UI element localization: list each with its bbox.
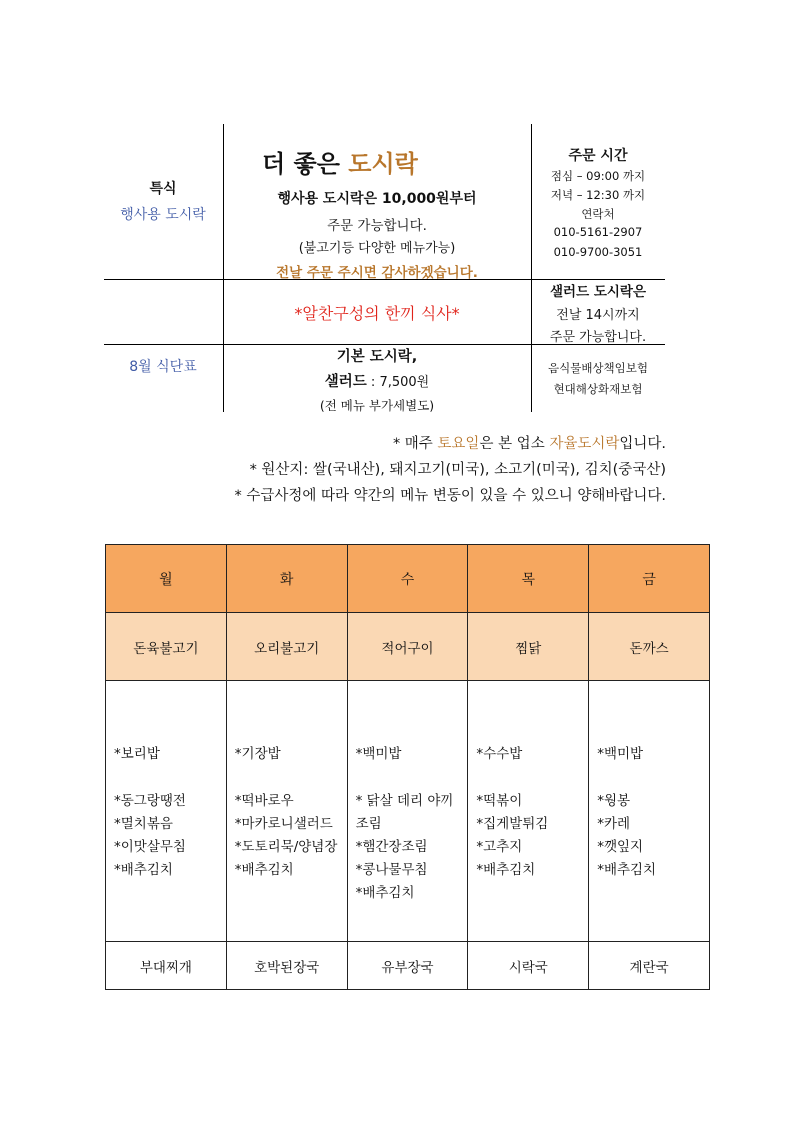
note-saturday-day: 토요일 bbox=[437, 436, 480, 452]
main-tue: 오리불고기 bbox=[226, 613, 347, 681]
side-item: *집게발튀김 bbox=[476, 816, 549, 832]
sides-mon bbox=[106, 681, 227, 942]
side-item: *배추김치 bbox=[114, 862, 173, 878]
brand-prefix: 더 좋은 bbox=[262, 150, 349, 178]
weekly-menu-table bbox=[105, 544, 710, 990]
day-tue: 화 bbox=[226, 545, 347, 613]
side-item: *멸치볶음 bbox=[114, 816, 173, 832]
contact-label: 연락처 bbox=[581, 207, 615, 221]
side-item: *배추김치 bbox=[355, 885, 415, 901]
side-item: *도토리묵/양념장 bbox=[234, 839, 338, 855]
note-saturday-self: 자율도시락 bbox=[549, 436, 620, 452]
soup-tue: 호박된장국 bbox=[226, 942, 347, 990]
main-fri: 돈까스 bbox=[589, 613, 710, 681]
side-item: *배추김치 bbox=[476, 862, 536, 878]
soup-mon: 부대찌개 bbox=[106, 942, 227, 990]
side-item: *고추지 bbox=[476, 839, 523, 855]
salad-order-line-3: 주문 가능합니다. bbox=[549, 330, 647, 345]
side-item: *햄간장조림 bbox=[355, 839, 428, 855]
order-time-title: 주문 시간 bbox=[568, 148, 628, 164]
grain-thu: *수수밥 bbox=[476, 746, 523, 762]
grain-fri: *백미밥 bbox=[597, 746, 644, 762]
grain-mon: *보리밥 bbox=[114, 746, 160, 762]
event-line-3: (불고기등 다양한 메뉴가능) bbox=[298, 241, 456, 256]
side-item: *이맛살무침 bbox=[114, 839, 186, 855]
side-item: *콩나물무침 bbox=[355, 862, 428, 878]
day-wed: 수 bbox=[347, 545, 468, 613]
slogan: *알찬구성의 한끼 식사* bbox=[294, 304, 460, 323]
day-thu: 목 bbox=[468, 545, 589, 613]
main-thu: 찜닭 bbox=[468, 613, 589, 681]
side-item: *배추김치 bbox=[597, 862, 657, 878]
grain-wed: *백미밥 bbox=[355, 746, 402, 762]
note-origin: * 원산지: 쌀(국내산), 돼지고기(미국), 소고기(미국), 김치(중국산) bbox=[249, 462, 666, 478]
sides-wed bbox=[347, 681, 468, 942]
phone-2: 010-9700-3051 bbox=[553, 245, 643, 259]
grain-tue: *기장밥 bbox=[234, 746, 281, 762]
side-item: *떡볶이 bbox=[476, 793, 523, 809]
main-mon: 돈육불고기 bbox=[106, 613, 227, 681]
sides-fri bbox=[589, 681, 710, 942]
side-item: *깻잎지 bbox=[597, 839, 644, 855]
month-table-label: 8월 식단표 bbox=[129, 359, 197, 375]
brand-title bbox=[224, 144, 530, 179]
main-dish-row bbox=[106, 613, 710, 681]
main-wed: 적어구이 bbox=[347, 613, 468, 681]
side-item: *떡바로우 bbox=[234, 793, 294, 809]
sides-thu bbox=[468, 681, 589, 942]
soup-fri: 계란국 bbox=[589, 942, 710, 990]
side-item: *웡봉 bbox=[597, 793, 631, 809]
brand-suffix: 도시락 bbox=[348, 150, 418, 178]
note-saturday bbox=[393, 431, 666, 457]
side-item: *배추김치 bbox=[234, 862, 294, 878]
side-item: * 닭살 데리 야끼조림 bbox=[355, 793, 454, 832]
phone-1: 010-5161-2907 bbox=[553, 225, 643, 239]
dinner-deadline: 저녁 – 12:30 까지 bbox=[550, 188, 646, 202]
side-dish-row bbox=[106, 681, 710, 942]
vat-note: (전 메뉴 부가세별도) bbox=[319, 398, 435, 413]
note-menu-change: * 수급사정에 따라 약간의 메뉴 변동이 있을 수 있으니 양해바랍니다. bbox=[234, 488, 666, 504]
price: : 7,500원 bbox=[366, 375, 430, 390]
soup-row bbox=[106, 942, 710, 990]
salad-order-line-1: 샐러드 도시락은 bbox=[550, 284, 646, 300]
lunch-deadline: 점심 – 09:00 까지 bbox=[550, 169, 646, 183]
sides-tue bbox=[226, 681, 347, 942]
side-item: *카레 bbox=[597, 816, 631, 832]
basic-lunchbox-line: 기본 도시락, bbox=[336, 349, 418, 365]
note-saturday-suffix: 입니다. bbox=[619, 436, 666, 452]
salad-price-line bbox=[224, 370, 530, 391]
event-line-2: 주문 가능합니다. bbox=[327, 218, 427, 234]
salad-label: 샐러드 bbox=[324, 374, 367, 390]
special-label: 특식 bbox=[149, 181, 177, 197]
day-mon: 월 bbox=[106, 545, 227, 613]
side-item: *마카로니샐러드 bbox=[234, 816, 333, 832]
event-line-1: 행사용 도시락은 10,000원부터 bbox=[277, 191, 477, 207]
day-header-row bbox=[106, 545, 710, 613]
day-fri: 금 bbox=[589, 545, 710, 613]
side-item: *동그랑땡전 bbox=[114, 793, 186, 809]
insurance-line-1: 음식물배상책임보험 bbox=[548, 361, 648, 375]
event-lunchbox-label: 행사용 도시락 bbox=[120, 207, 206, 223]
soup-thu: 시락국 bbox=[468, 942, 589, 990]
note-saturday-mid: 은 본 업소 bbox=[479, 436, 550, 452]
soup-wed: 유부장국 bbox=[347, 942, 468, 990]
note-saturday-prefix: * 매주 bbox=[392, 436, 438, 452]
insurance-line-2: 현대해상화재보험 bbox=[553, 382, 643, 396]
salad-order-line-2: 전날 14시까지 bbox=[556, 308, 640, 323]
thanks-note: 전날 주문 주시면 감사하겠습니다. bbox=[276, 265, 478, 281]
